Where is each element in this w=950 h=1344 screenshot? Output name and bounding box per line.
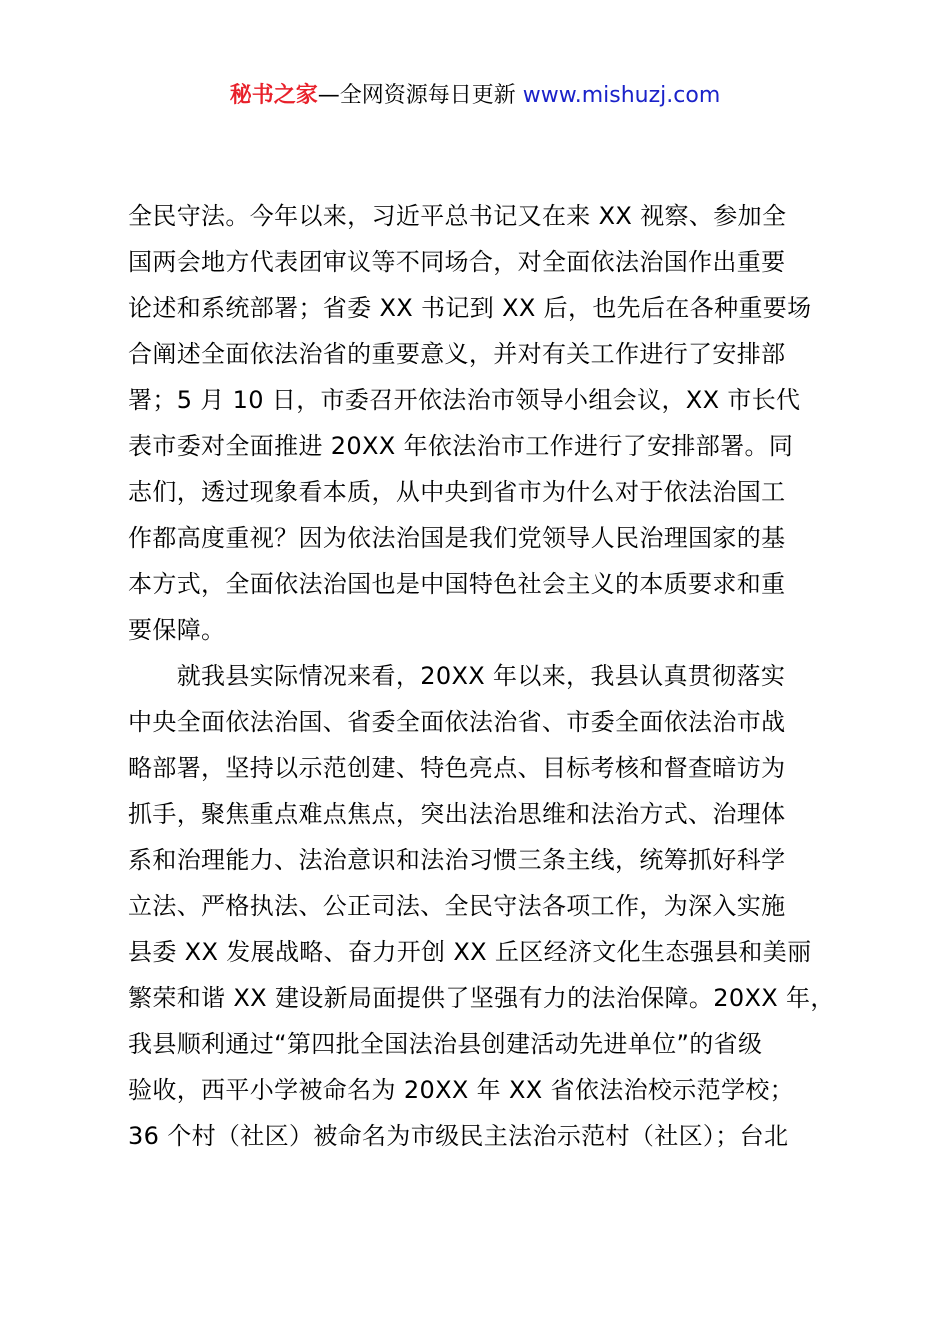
text-line: 论述和系统部署；省委 XX 书记到 XX 后，也先后在各种重要场 [128,294,812,322]
text-line: 验收，西平小学被命名为 20XX 年 XX 省依法治校示范学校； [128,1076,795,1104]
text-line: 本方式，全面依法治国也是中国特色社会主义的本质要求和重 [128,570,786,598]
text-line: 要保障。 [128,616,226,644]
text-line: 国两会地方代表团审议等不同场合，对全面依法治国作出重要 [128,248,786,276]
text-line: 作都高度重视？因为依法治国是我们党领导人民治理国家的基 [128,524,786,552]
text-line: 表市委对全面推进 20XX 年依法治市工作进行了安排部署。同 [128,432,794,460]
header-slogan: —全网资源每日更新 [317,83,516,108]
text-line: 就我县实际情况来看，20XX 年以来，我县认真贯彻落实 [128,662,786,690]
text-line: 立法、严格执法、公正司法、全民守法各项工作，为深入实施 [128,892,786,920]
text-line: 志们，透过现象看本质，从中央到省市为什么对于依法治国工 [128,478,786,506]
text-line: 抓手，聚焦重点难点焦点，突出法治思维和法治方式、治理体 [128,800,786,828]
text-line: 县委 XX 发展战略、奋力开创 XX 丘区经济文化生态强县和美丽 [128,938,812,966]
text-line: 略部署，坚持以示范创建、特色亮点、目标考核和督查暗访为 [128,754,786,782]
text-line: 36 个村（社区）被命名为市级民主法治示范村（社区）；台北 [128,1122,789,1150]
brand-name: 秘书之家 [229,83,318,108]
text-line: 我县顺利通过“第四批全国法治县创建活动先进单位”的省级 [128,1030,763,1058]
text-line: 全民守法。今年以来，习近平总书记又在来 XX 视察、参加全 [128,202,787,230]
text-line: 系和治理能力、法治意识和法治习惯三条主线，统筹抓好科学 [128,846,786,874]
document-body [128,193,838,1159]
page-header [0,80,950,112]
site-url-link[interactable]: www.mishuzj.com [522,83,721,108]
text-line: 中央全面依法治国、省委全面依法治省、市委全面依法治市战 [128,708,786,736]
text-line: 合阐述全面依法治省的重要意义，并对有关工作进行了安排部 [128,340,786,368]
text-line: 署；5 月 10 日，市委召开依法治市领导小组会议，XX 市长代 [128,386,801,414]
text-line: 繁荣和谐 XX 建设新局面提供了坚强有力的法治保障。20XX 年， [128,984,835,1012]
